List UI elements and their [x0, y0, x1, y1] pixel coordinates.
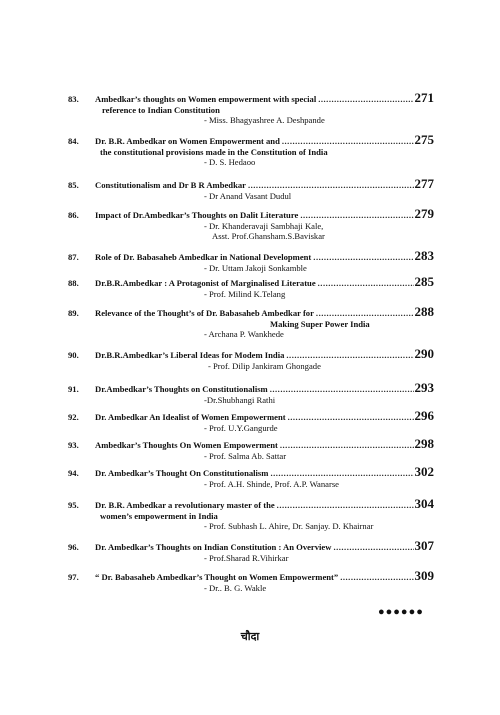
- entry-author: Asst. Prof.Ghansham.S.Baviskar: [212, 231, 325, 241]
- toc-entry: [68, 348, 434, 371]
- toc-entry: [68, 438, 434, 461]
- entry-title: Ambedkar’s Thoughts On Women Empowerment: [95, 440, 278, 450]
- entry-number: 87.: [68, 252, 79, 262]
- page-number: 304: [414, 496, 434, 511]
- toc-entry: [68, 178, 434, 201]
- entry-title: Role of Dr. Babasaheb Ambedkar in National Development: [95, 252, 312, 262]
- entry-author: - Prof.Sharad R.Vihirkar: [204, 553, 289, 563]
- entry-number: 88.: [68, 278, 79, 288]
- entry-number: 89.: [68, 308, 79, 318]
- toc-entry: [68, 276, 434, 299]
- toc-entry: [68, 466, 434, 489]
- entry-title-continued: Making Super Power India: [270, 319, 370, 329]
- entry-title: Impact of Dr.Ambedkar’s Thoughts on Dalit Literature: [95, 210, 299, 220]
- toc-entry: [68, 306, 434, 339]
- toc-entry: [68, 134, 434, 167]
- leader-dots: [333, 542, 413, 553]
- entry-number: 95.: [68, 500, 79, 510]
- page-number: 302: [414, 464, 434, 479]
- page-number: 307: [414, 538, 434, 553]
- page-number-footer: चौदा: [240, 630, 260, 643]
- leader-dots: [288, 412, 414, 423]
- page-number: 296: [414, 408, 434, 423]
- page-number: 288: [414, 304, 434, 319]
- entry-author: - D. S. Hedaoo: [204, 157, 256, 167]
- entry-author: - Prof. Dilip Jankiram Ghongade: [208, 361, 321, 371]
- page-number: 283: [414, 248, 434, 263]
- entry-title: Ambedkar’s thoughts on Women empowerment with special: [95, 94, 317, 104]
- entry-title: Dr. B.R. Ambedkar a revolutionary master of the: [95, 500, 275, 510]
- entry-title: Dr. B.R. Ambedkar on Women Empowerment and: [95, 136, 280, 146]
- entry-number: 96.: [68, 542, 79, 552]
- page-number: 309: [414, 568, 434, 583]
- entry-author: - Miss. Bhagyashree A. Deshpande: [204, 115, 325, 125]
- entry-author: - Dr Anand Vasant Dudul: [204, 191, 292, 201]
- page-number: 279: [414, 206, 434, 221]
- entry-title: Dr. Ambedkar’s Thought On Constitutionalism: [95, 468, 269, 478]
- entry-number: 91.: [68, 384, 79, 394]
- entry-title: Dr.B.R.Ambedkar’s Liberal Ideas for Modem India: [95, 350, 285, 360]
- entry-number: 94.: [68, 468, 79, 478]
- page-number: 293: [414, 380, 434, 395]
- entry-number: 90.: [68, 350, 79, 360]
- entry-title: Constitutionalism and Dr B R Ambedkar: [95, 180, 246, 190]
- entry-title-continued: the constitutional provisions made in the Constitution of India: [100, 147, 328, 157]
- leader-dots: [282, 136, 414, 147]
- entry-author: - Prof. Salma Ab. Sattar: [204, 451, 287, 461]
- leader-dots: [248, 180, 414, 191]
- entry-author: - Prof. U.Y.Gangurde: [204, 423, 278, 433]
- entry-number: 84.: [68, 136, 79, 146]
- entry-title: Relevance of the Thought’s of Dr. Babasaheb Ambedkar for: [95, 308, 314, 318]
- toc-entry: [68, 250, 434, 273]
- toc-entry: [68, 540, 434, 563]
- page-number: 275: [414, 132, 434, 147]
- entry-number: 83.: [68, 94, 79, 104]
- leader-dots: [316, 308, 414, 319]
- entry-title-continued: reference to Indian Constitution: [102, 105, 220, 115]
- entry-author: - Archana P. Wankhede: [204, 329, 284, 339]
- entry-author: - Prof. Milind K.Telang: [204, 289, 286, 299]
- entry-author: - Prof. Subhash L. Ahire, Dr. Sanjay. D. Khairnar: [204, 521, 374, 531]
- entry-author: - Prof. A.H. Shinde, Prof. A.P. Wanarse: [204, 479, 339, 489]
- leader-dots: [313, 252, 413, 263]
- entry-number: 93.: [68, 440, 79, 450]
- leader-dots: [280, 440, 414, 451]
- entry-number: 97.: [68, 572, 79, 582]
- toc-entry: [68, 208, 434, 241]
- toc-entry: [68, 410, 434, 433]
- page-number: 285: [414, 274, 434, 289]
- toc-entry: [68, 570, 434, 593]
- page-number: 277: [414, 176, 434, 191]
- entry-title: Dr.B.R.Ambedkar : A Protagonist of Marginalised Literatue: [95, 278, 316, 288]
- page-number: 271: [414, 90, 434, 105]
- entry-title: “ Dr. Babasaheb Ambedkar’s Thought on Women Empowerment”: [95, 572, 339, 582]
- entry-number: 86.: [68, 210, 79, 220]
- page-number: 298: [414, 436, 434, 451]
- leader-dots: [340, 572, 413, 583]
- page-number: 290: [414, 346, 434, 361]
- leader-dots: [318, 278, 414, 289]
- leader-dots: [300, 210, 413, 221]
- toc-entry: [68, 382, 434, 405]
- end-ornament: ●●●●●●: [378, 606, 424, 618]
- entry-author: - Dr.. B. G. Wakle: [204, 583, 267, 593]
- leader-dots: [277, 500, 414, 511]
- leader-dots: [286, 350, 413, 361]
- leader-dots: [318, 94, 413, 105]
- entry-number: 92.: [68, 412, 79, 422]
- leader-dots: [270, 468, 413, 479]
- entry-title: Dr.Ambedkar’s Thoughts on Constitutionalism: [95, 384, 268, 394]
- entry-author: - Dr. Uttam Jakoji Sonkamble: [204, 263, 307, 273]
- entry-author: -Dr.Shubhangi Rathi: [204, 395, 276, 405]
- leader-dots: [270, 384, 414, 395]
- toc-entry: [68, 92, 434, 125]
- entry-title: Dr. Ambedkar An Idealist of Women Empowerment: [95, 412, 286, 422]
- entry-title: Dr. Ambedkar’s Thoughts on Indian Constitution : An Overview: [95, 542, 332, 552]
- entry-author: - Dr. Khanderavaji Sambhaji Kale,: [204, 221, 324, 231]
- toc-entry: [68, 498, 434, 531]
- entry-title-continued: women’s empowerment in India: [100, 511, 218, 521]
- entry-number: 85.: [68, 180, 79, 190]
